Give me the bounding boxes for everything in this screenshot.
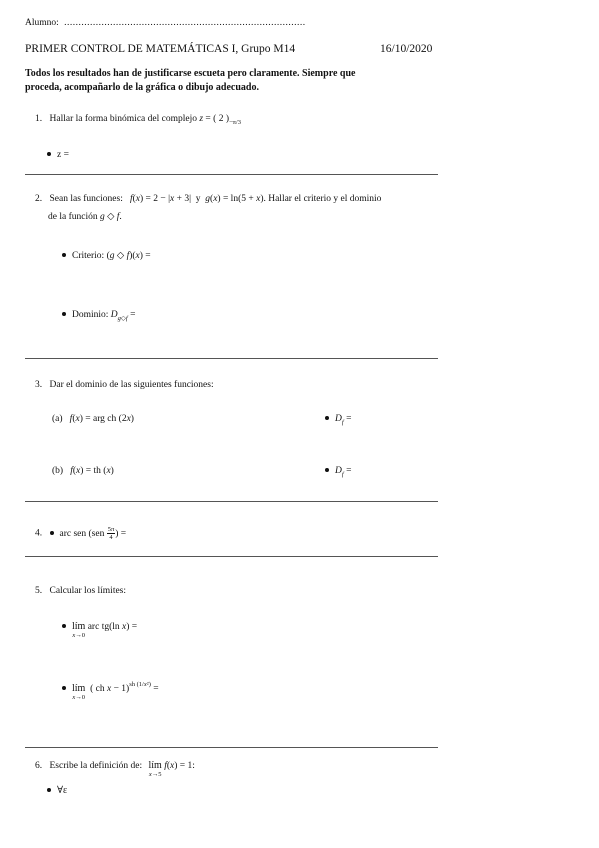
question-5 <box>35 586 126 596</box>
question-3a-formula: f(x) = arg ch (2x) <box>69 414 134 424</box>
question-3 <box>35 380 214 390</box>
bullet-icon <box>50 531 54 535</box>
limit-operator: lím x→0 <box>72 621 86 639</box>
bullet-icon <box>62 686 66 690</box>
question-3a <box>52 414 134 424</box>
exam-date: 16/10/2020 <box>380 43 433 55</box>
question-2-criterio[interactable] <box>62 250 151 261</box>
question-6-formula: f(x) = 1: <box>164 761 195 771</box>
instructions-line-1: Todos los resultados han de justificarse escueta pero claramente. Siempre que <box>25 68 356 79</box>
question-3a-label: (a) <box>52 414 63 424</box>
divider-5 <box>25 747 438 748</box>
question-1-answer[interactable] <box>47 150 69 160</box>
dominio-formula: $D_{g◇f}$ = <box>110 310 136 322</box>
question-4-number: 4. <box>35 528 43 539</box>
question-3a-answer[interactable] <box>325 414 351 424</box>
bullet-icon <box>47 152 51 156</box>
question-4-formula: arc sen (sen $\frac{5\pi}{4}$ ) = <box>59 526 127 541</box>
question-5-limit-1[interactable] <box>62 622 137 640</box>
divider-2 <box>25 358 438 359</box>
criterio-formula: (g ◇ f)(x) = <box>106 251 151 261</box>
bullet-icon <box>47 788 51 792</box>
criterio-label: Criterio: <box>72 251 105 261</box>
question-3a-domain: $D_f$ = <box>335 414 352 426</box>
question-4[interactable] <box>35 526 126 541</box>
question-2-number: 2. <box>35 194 43 204</box>
question-2-text-b: Hallar el criterio y el dominio <box>268 194 382 204</box>
instructions-line-2: proceda, acompañarlo de la gráfica o dibujo adecuado. <box>25 82 259 93</box>
question-2-text-line-2: de la función <box>48 212 98 222</box>
question-3-number: 3. <box>35 380 43 390</box>
student-name-label: Alumno: <box>25 18 59 28</box>
divider-3 <box>25 501 438 502</box>
question-3b-label: (b) <box>52 466 64 476</box>
question-3b <box>52 466 114 476</box>
dominio-label: Dominio: <box>72 310 109 320</box>
question-6-answer-start: ∀ε <box>57 785 68 796</box>
bullet-icon <box>325 416 329 420</box>
divider-1 <box>25 174 438 175</box>
question-6-number: 6. <box>35 761 43 771</box>
bullet-icon <box>62 624 66 628</box>
exam-title: PRIMER CONTROL DE MATEMÁTICAS I, Grupo M14 <box>25 43 296 55</box>
question-3b-answer[interactable] <box>325 466 351 476</box>
student-name-dots: .................................................................................... <box>64 18 306 28</box>
question-1-text: Hallar la forma binómica del complejo <box>49 114 197 124</box>
question-6 <box>35 761 195 779</box>
question-2-line-1 <box>35 194 381 204</box>
bullet-icon <box>62 253 66 257</box>
question-3b-domain: $D_f$ = <box>335 466 352 478</box>
question-2-composition: g ◇ f. <box>99 212 122 222</box>
question-2-text-a: Sean las funciones: <box>49 194 123 204</box>
limit-operator: lím x→5 <box>148 760 162 778</box>
question-2-functions: f(x) = 2 − |x + 3| y g(x) = ln(5 + x). <box>129 194 266 204</box>
bullet-icon <box>62 312 66 316</box>
question-1-number: 1. <box>35 114 43 124</box>
question-5-limit-2[interactable] <box>62 681 159 702</box>
limit-2-expression: ( ch x − 1)$^{sh (1/x^2)}$ = <box>87 681 159 694</box>
question-1 <box>35 114 241 124</box>
question-6-text: Escribe la definición de: <box>49 761 143 771</box>
question-2-dominio[interactable] <box>62 310 135 320</box>
question-3-text: Dar el dominio de las siguientes funciones: <box>49 380 214 390</box>
question-1-formula: z = ( 2 )$_{-\pi/3}$ <box>199 114 241 126</box>
question-2-line-2 <box>48 211 122 222</box>
student-name-line[interactable] <box>25 18 306 28</box>
question-5-text: Calcular los límites: <box>49 586 127 596</box>
limit-operator: lím x→0 <box>72 683 86 701</box>
divider-4 <box>25 556 438 557</box>
question-6-answer[interactable] <box>47 785 67 796</box>
question-1-answer-label: z = <box>57 150 69 160</box>
question-5-number: 5. <box>35 586 43 596</box>
question-3b-formula: f(x) = th (x) <box>70 466 114 476</box>
bullet-icon <box>325 468 329 472</box>
limit-1-expression: arc tg(ln x) = <box>87 622 138 632</box>
